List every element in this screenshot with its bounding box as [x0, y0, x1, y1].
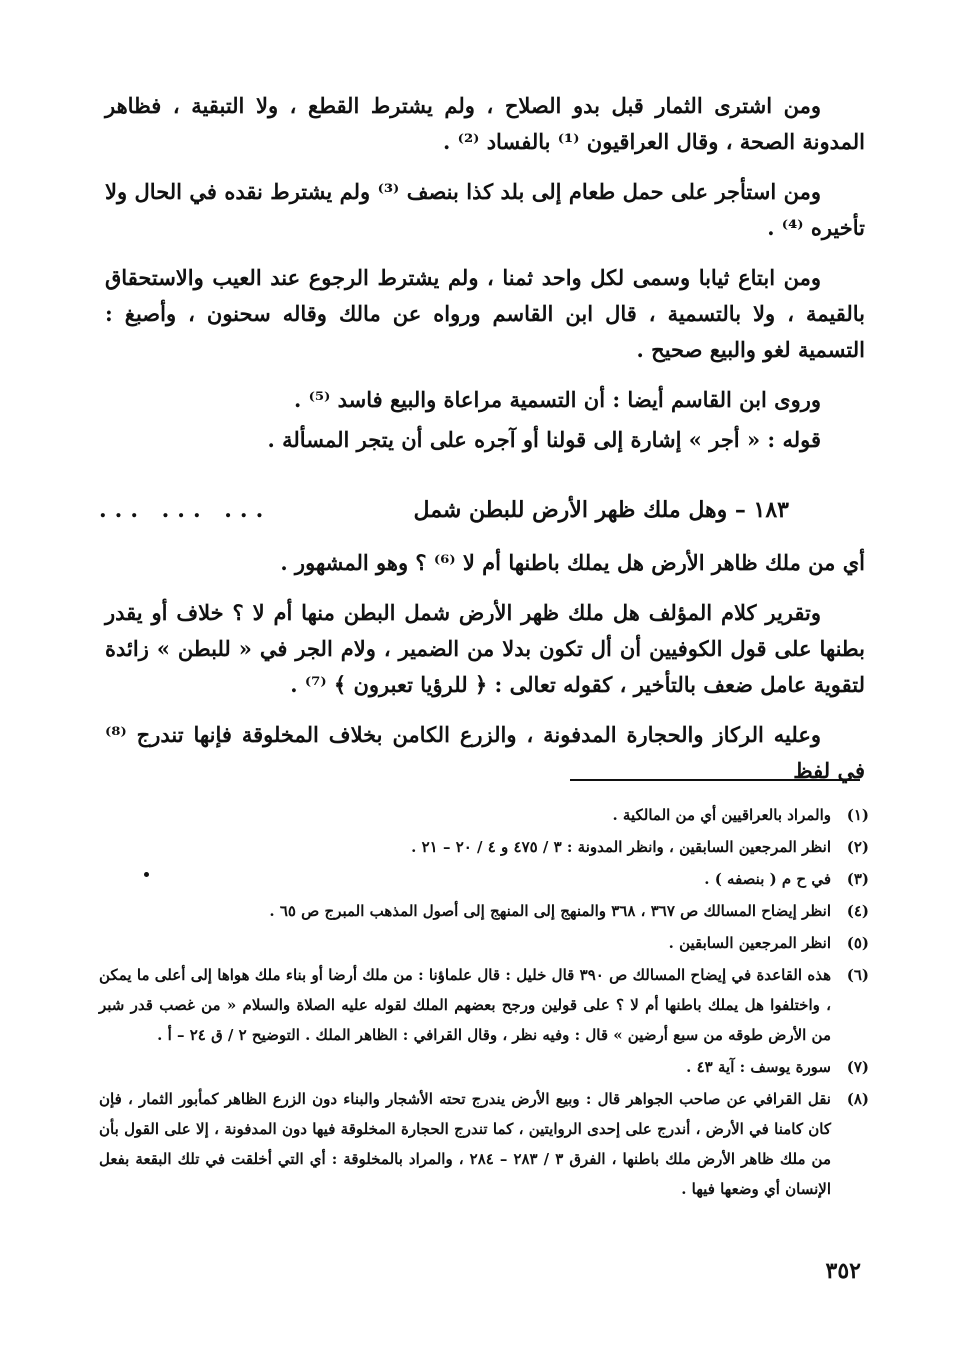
paragraph-clothes: ومن ابتاع ثيابا وسمى لكل واحد ثمنا ، ولم يشترط الرجوع عند العيب والاستحقاق بالقيمة ، ولا بالتسمية ، قال ابن القاسم ورواه عن مالك وقاله سحنون ، وأصبغ : التسمية لغو والبيع صحيح . [105, 265, 865, 362]
paragraph-narration: وروى ابن القاسم أيضا : أن التسمية مراعاة والبيع فاسد ⁽⁵⁾ . [293, 387, 821, 412]
footnote-separator [570, 779, 860, 781]
paragraph-fruits: ومن اشترى الثمار قبل بدو الصلاح ، ولم يشترط القطع ، ولا التبقية ، فظاهر المدونة الصحة ، وقال العراقيون ⁽¹⁾ بالفساد ⁽²⁾ . [105, 93, 865, 154]
footnote-1: (١) والمراد بالعراقيين أي من المالكية . [612, 806, 869, 824]
paragraph-ajr: قوله : « أجر » إشارة إلى قولنا أو آجره على أن يتجر المسألة . [267, 427, 821, 452]
page-number: ٣٥٢ [825, 1258, 861, 1284]
paragraph-meaning: أي من ملك ظاهر الأرض هل يملك باطنها أم لا ⁽⁶⁾ ؟ وهو المشهور . [280, 550, 865, 575]
paragraph-hire: ومن استأجر على حمل طعام إلى بلد كذا بنصف ⁽³⁾ ولم يشترط نقده في الحال ولا تأخيره ⁽⁴⁾ . [105, 179, 865, 240]
ink-dot [144, 872, 149, 877]
footnote-6: (٦) هذه القاعدة في إيضاح المسالك ص ٣٩٠ قال خليل : قال علماؤنا : من ملك أرضا أو بناء ملك هواها إلى أعلى ما يمكن ، واختلفوا هل يملك باطنها أم لا ؟ على قولين ورجح بعضهم الملك لقوله عليه الصلاة والسلام « من غصب قدر شبر من الأرض طوقه من سبع أرضين » قال : وفيه نظر ، وقال القرافي : الظاهر الملك . التوضيح ٢ / ق ٢٤ – أ . [99, 966, 869, 1044]
verse-183 [99, 492, 789, 528]
footnotes [99, 800, 869, 1206]
paragraph-explanation: وتقرير كلام المؤلف هل ملك ظهر الأرض شمل البطن منها أم لا ؟ خلاف أو يقدر بطنها على قول الكوفيين أن أل تكون بدلا من الضمير ، ولام الجر في « للبطن » زائدة لتقوية عامل ضعف بالتأخير ، كقوله تعالى : ﴿ للرؤيا تعبرون ﴾ ⁽⁷⁾ . [105, 600, 865, 697]
footnote-3: (٣) في ح م ( بنصفه ) . [704, 870, 869, 888]
verse-dots: ... ... ... [99, 497, 272, 523]
footnote-2: (٢) انظر المرجعين السابقين ، وانظر المدونة : ٣ / ٤٧٥ و ٤ / ٢٠ – ٢١ . [411, 838, 869, 856]
footnote-7: (٧) سورة يوسف : آية ٤٣ . [686, 1058, 869, 1076]
main-text-lower [105, 545, 865, 803]
paragraph-rikaz: وعليه الركاز والحجارة المدفونة ، والزرع الكامن بخلاف المخلوقة فإنها تندرج ⁽⁸⁾ في لفظ [105, 722, 865, 783]
footnote-8: (٨) نقل القرافي عن صاحب الجواهر قال : وبيع الأرض يندرج تحته الأشجار والبناء دون الزرع الظاهر كمأبور الثمار ، فإن كان كامنا في الأرض ، أندرج على إحدى الروايتين ، كما تندرج الحجارة المخلوقة فيها دون المدفونة ، إلا على القول بأن من ملك ظاهر الأرض ملك باطنها ، الفرق ٣ / ٢٨٣ – ٢٨٤ ، والمراد بالمخلوقة : أي التي أخلقت في تلك البقعة بفعل الإنسان أي وضعها فيها . [99, 1090, 869, 1198]
footnote-5: (٥) انظر المرجعين السابقين . [668, 934, 869, 952]
main-text-upper [105, 88, 865, 472]
footnote-4: (٤) انظر إيضاح المسالك ص ٣٦٧ ، ٣٦٨ والمنهج إلى المنهج إلى أصول المذهب المبرج ص ٦٥ . [269, 902, 869, 920]
verse-text: ١٨٣ – وهل ملك ظهر الأرض للبطن شمل [413, 497, 789, 523]
